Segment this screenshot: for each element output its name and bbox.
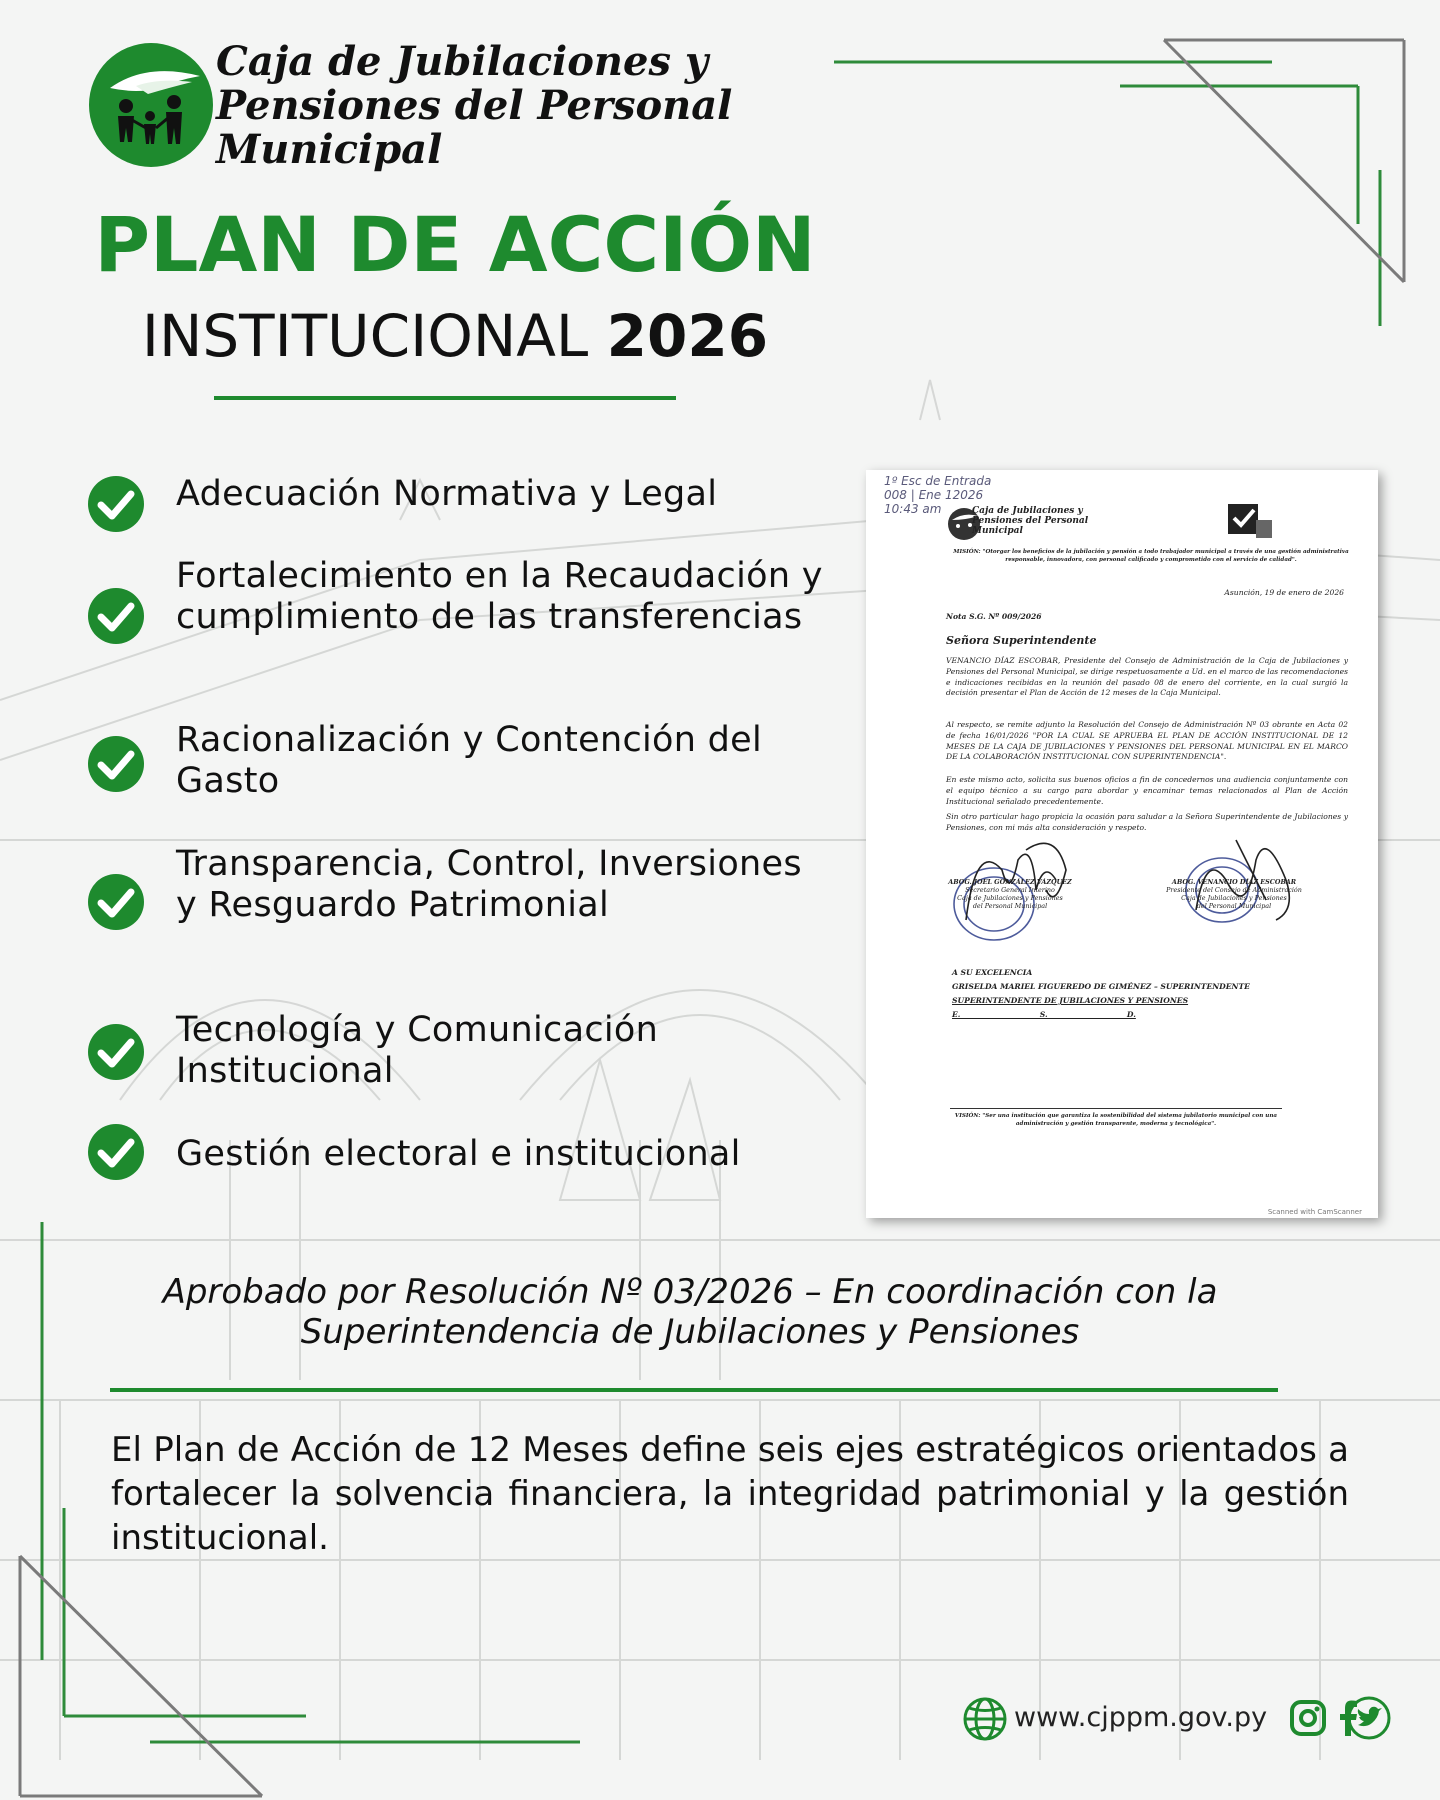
scanned-letter — [866, 470, 1378, 1218]
letter-paragraph: VENANCIO DÍAZ ESCOBAR, Presidente del Consejo de Administración de la Caja de Jubilaciones y Pensiones del Personal Municipal, se dirige respetuosamente a Ud. en el marco de las recomendaciones e indicaciones recibidas en la reunión del pasado 08 de enero del corriente, en la cual surgió la decisión presentar el Plan de Acción de 12 meses de la Caja Municipal. — [946, 656, 1348, 698]
instagram-icon[interactable] — [1288, 1698, 1328, 1738]
axis-label: Gestión electoral e institucional — [176, 1134, 741, 1174]
page-subtitle-regular: INSTITUCIONAL — [141, 302, 589, 370]
footer-contact — [962, 1692, 1392, 1744]
family-logo-icon — [88, 42, 214, 168]
check-circle-icon — [86, 1022, 146, 1082]
letter-addressee: Señora Superintendente — [946, 634, 1097, 647]
signer-name: ABOG. VENANCIO DÍAZ ESCOBAR — [1171, 878, 1297, 886]
axis-label: Tecnología y Comunicación Institucional — [176, 1010, 659, 1091]
title-divider — [214, 396, 676, 400]
handwritten-receipt-note: 1º Esc de Entrada 008 | Ene 12026 10:43 am — [884, 474, 992, 516]
recipient-line: GRISELDA MARIEL FIGUEREDO DE GIMÉNEZ – SUPERINTENDENTE — [952, 982, 1250, 991]
letter-paragraph: Al respecto, se remite adjunto la Resolución del Consejo de Administración Nº 03 obrante en Acta 02 de fecha 16/01/2026 "POR LA CUAL SE APRUEBA EL PLAN DE ACCIÓN INSTITUCIONAL DE 12 MESES DE LA CAJA DE JUBILACIONES Y PENSIONES DEL PERSONAL MUNICIPAL EN EL MARCO DE LA COLABORACIÓN INSTITUCIONAL CON SUPERINTENDENCIA". — [946, 720, 1348, 762]
page-title: PLAN DE ACCIÓN — [94, 200, 816, 289]
signer-name: ABOG. JOEL GONZÁLEZ VÁZQUEZ — [948, 878, 1072, 886]
approval-line2: Superintendencia de Jubilaciones y Pensiones — [300, 1312, 1080, 1352]
letter-recipient — [952, 966, 1250, 1022]
signatures-and-stamps — [906, 800, 1346, 950]
scanner-watermark: Scanned with CamScanner — [1267, 1208, 1362, 1216]
signer-role: Secretario General Interino Caja de Jubilaciones y Pensiones del Personal Municipal — [957, 886, 1063, 910]
website-link[interactable]: www.cjppm.gov.py — [1014, 1702, 1268, 1733]
organization-name-line1: Caja de Jubilaciones y — [216, 38, 709, 85]
axis-label: Racionalización y Contención del Gasto — [176, 720, 763, 801]
certification-seal-icon — [1226, 502, 1274, 542]
check-circle-icon — [86, 474, 146, 534]
organization-logo — [88, 38, 733, 180]
letter-vision: VISIÓN: "Ser una institución que garantiza la sostenibilidad del sistema jubilatorio municipal con una administración y gestión transparente, moderna y tecnológica". — [950, 1108, 1282, 1128]
check-circle-icon — [86, 1122, 146, 1182]
axis-label: Transparencia, Control, Inversiones y Resguardo Patrimonial — [176, 844, 802, 925]
letter-paragraph: Sin otro particular hago propicia la ocasión para saludar a la Señora Superintendente de Jubilaciones y Pensiones, con mi más alta consideración y respeto. — [946, 812, 1348, 832]
page-subtitle-year: 2026 — [606, 302, 769, 370]
organization-name-line3: Municipal — [216, 126, 443, 173]
globe-icon — [962, 1696, 1008, 1742]
organization-name — [216, 40, 732, 172]
recipient-line: E. S. D. — [952, 1010, 1136, 1019]
check-circle-icon — [86, 872, 146, 932]
axis-item — [86, 720, 826, 840]
axis-item — [86, 556, 826, 676]
approval-divider — [110, 1388, 1278, 1392]
approval-line1: Aprobado por Resolución Nº 03/2026 – En coordinación con la — [162, 1272, 1218, 1312]
letter-organization-name — [972, 506, 1088, 536]
plan-description: El Plan de Acción de 12 Meses define seis ejes estratégicos orientados a fortalecer la solvencia financiera, la integridad patrimonial y la gestión institucional. — [111, 1430, 1349, 1558]
axis-item — [86, 1010, 826, 1130]
axis-item — [86, 1134, 826, 1254]
axis-label: Fortalecimiento en la Recaudación y cumplimiento de las transferencias — [176, 556, 823, 637]
recipient-line: A SU EXCELENCIA — [952, 968, 1033, 977]
letter-org-line1: Caja de Jubilaciones y — [972, 506, 1083, 516]
axis-item — [86, 844, 826, 964]
axis-label: Adecuación Normativa y Legal — [176, 474, 718, 514]
approval-note — [90, 1272, 1290, 1352]
signer-block-president — [1144, 878, 1324, 910]
twitter-icon[interactable] — [1346, 1695, 1392, 1741]
signer-role: Presidente del Consejo de Administración Caja de Jubilaciones y Pensiones del Personal Municipal — [1166, 886, 1302, 910]
letter-date: Asunción, 19 de enero de 2026 — [1224, 588, 1344, 597]
letter-note-number: Nota S.G. Nº 009/2026 — [946, 612, 1042, 621]
page-subtitle — [60, 298, 850, 374]
letter-org-line3: Municipal — [972, 526, 1023, 536]
check-circle-icon — [86, 586, 146, 646]
signer-block-secretary — [920, 878, 1100, 910]
check-circle-icon — [86, 734, 146, 794]
letter-org-line2: Pensiones del Personal — [972, 516, 1089, 526]
letter-mission: MISIÓN: "Otorgar los beneficios de la jubilación y pensión a todo trabajador municipal a través de una gestión administrativa responsable, innovadora, con personal calificado y comprometido con el servicio de calidad". — [953, 549, 1349, 563]
organization-name-line2: Pensiones del Personal — [216, 82, 733, 129]
letter-paragraph: En este mismo acto, solicita sus buenos oficios a fin de concedernos una audiencia conjuntamente con el equipo técnico a su cargo para abordar y encaminar temas relacionados al Plan de Acción Institucional señalado precedentemente. — [946, 775, 1348, 806]
recipient-line: SUPERINTENDENTE DE JUBILACIONES Y PENSIONES — [952, 996, 1189, 1005]
